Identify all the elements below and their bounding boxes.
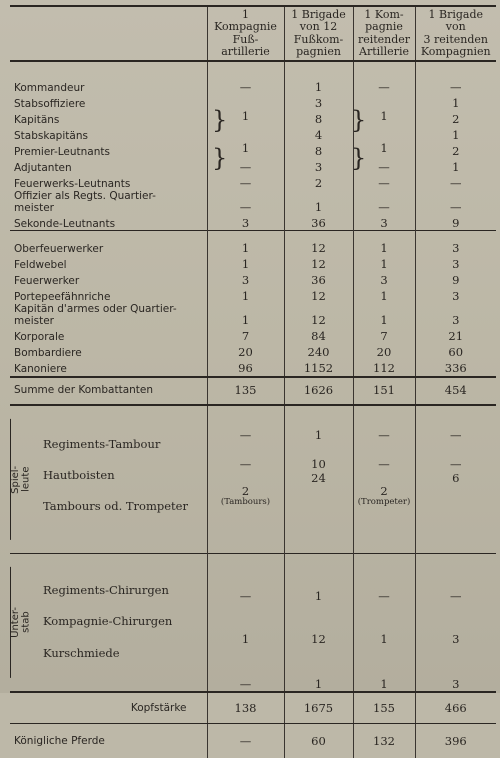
table-row (10, 126, 496, 142)
cell: — (207, 442, 284, 471)
table-row (10, 255, 496, 271)
row-label: Premier-Leutnants (14, 146, 110, 159)
unterstab-title: Unter- stab (10, 567, 39, 678)
cell: 21 (415, 328, 496, 344)
cell: 8 (284, 142, 353, 158)
row-label: Feuerwerker (14, 275, 80, 288)
table-row (10, 214, 496, 231)
cell: 36 (284, 214, 353, 231)
cell: 240 (284, 344, 353, 360)
sum-row (10, 377, 496, 405)
cell: — (207, 158, 284, 174)
table-row (10, 328, 496, 344)
cell: 9 (415, 214, 496, 231)
header-label (10, 6, 207, 61)
cell: — (353, 442, 415, 471)
cell: 3 (284, 158, 353, 174)
cell: 466 (415, 692, 496, 724)
cell: 7 (353, 328, 415, 344)
cell: 1 (284, 405, 353, 443)
cell: — (415, 190, 496, 214)
cell: — (207, 405, 284, 443)
cell: 20 (353, 344, 415, 360)
row-label: Regiments-Tambour (43, 436, 161, 451)
cell: 3 (415, 231, 496, 256)
cell: 336 (415, 360, 496, 377)
cell: 7 (207, 328, 284, 344)
row-label: Korporale (14, 331, 65, 344)
cell: 3 (207, 271, 284, 287)
header-col-2: 1 Brigade von 12 Fußkom- pagnien (284, 6, 353, 61)
row-label: Kurschmiede (43, 645, 120, 660)
cell: — (207, 724, 284, 758)
table-row (10, 287, 496, 303)
cell: 12 (284, 303, 353, 327)
cell: 1675 (284, 692, 353, 724)
cell: 396 (415, 724, 496, 758)
cell: 1626 (284, 377, 353, 405)
header-col-3: 1 Kom- pagnie reitender Artillerie (353, 6, 415, 61)
cell: 138 (207, 692, 284, 724)
total-label: Kopfstärke (10, 692, 207, 724)
strength-table (10, 5, 496, 758)
cell: — (353, 553, 415, 602)
cell: — (415, 174, 496, 190)
row-label: Offizier als Regts. Quartier- meister (14, 190, 156, 215)
cell: 1 (207, 231, 284, 256)
cell: 3 (415, 646, 496, 692)
row-label: Stabskapitäns (14, 130, 88, 143)
table-row (10, 405, 496, 443)
cell: 12 (284, 287, 353, 303)
cell: — (207, 553, 284, 602)
cell: 1 (353, 287, 415, 303)
row-label: Kapitän d'armes oder Quartier- meister (14, 303, 177, 328)
cell: 3 (353, 271, 415, 287)
table-row (10, 94, 496, 110)
cell: 2 (284, 174, 353, 190)
unterstab-group (10, 553, 207, 692)
cell: 1 (207, 287, 284, 303)
brace-mark: } (351, 144, 367, 172)
row-label: Portepeefähnriche (14, 291, 111, 304)
cell: 96 (207, 360, 284, 377)
row-label: Adjutanten (14, 162, 72, 175)
cell-note: (Trompeter) (357, 497, 411, 508)
table-row (10, 174, 496, 190)
cell: 1 (415, 158, 496, 174)
cell: 132 (353, 724, 415, 758)
table-row (10, 344, 496, 360)
cell-value: 2 (380, 483, 388, 498)
row-label: Feuerwerks-Leutnants (14, 178, 131, 191)
cell: 1 (353, 303, 415, 327)
cell: 36 (284, 271, 353, 287)
cell: 2 (415, 110, 496, 126)
cell: 12 (284, 255, 353, 271)
cell: 3 (353, 214, 415, 231)
cell: 6 (415, 472, 496, 554)
cell: 1 (284, 553, 353, 602)
brace-value: 1 (380, 109, 388, 124)
cell: 2 (415, 142, 496, 158)
cell: 1 (353, 255, 415, 271)
cell: 1 (353, 603, 415, 646)
sum-label: Summe der Kombattanten (10, 377, 207, 405)
cell: 1 (353, 646, 415, 692)
cell-value: 2 (241, 483, 250, 498)
cell: — (415, 442, 496, 471)
table-row (10, 271, 496, 287)
row-label: Feldwebel (14, 259, 67, 272)
spielleute-title: Spiel- leute (10, 419, 39, 540)
cell: — (353, 61, 415, 94)
header-col-4: 1 Brigade von 3 reitenden Kompagnien (415, 6, 496, 61)
row-label: Kompagnie-Chirurgen (43, 614, 173, 629)
cell: 151 (353, 377, 415, 405)
cell: — (207, 174, 284, 190)
cell: — (415, 61, 496, 94)
row-label: Sekonde-Leutnants (14, 218, 116, 231)
header-col-1: 1 Kompagnie Fuß- artillerie (207, 6, 284, 61)
cell: 3 (415, 603, 496, 646)
spielleute-group (10, 405, 207, 554)
cell: 1 (415, 94, 496, 110)
horses-row (10, 724, 496, 758)
cell: — (207, 646, 284, 692)
table-row (10, 190, 496, 214)
cell: 24 (284, 472, 353, 554)
brace-value: 1 (241, 141, 250, 156)
cell-note: (Tambours) (220, 497, 271, 508)
row-label: Stabsoffiziere (14, 98, 86, 111)
cell: — (415, 405, 496, 443)
row-label: Hautboisten (43, 468, 115, 483)
cell: 3 (415, 303, 496, 327)
cell: 4 (284, 126, 353, 142)
cell: — (207, 190, 284, 214)
brace-mark: } (212, 144, 228, 172)
cell: 12 (284, 603, 353, 646)
cell: 1 (284, 646, 353, 692)
cell: 1 (415, 126, 496, 142)
cell: — (353, 190, 415, 214)
row-label: Kommandeur (14, 82, 85, 95)
cell: 3 (415, 287, 496, 303)
cell: 3 (207, 214, 284, 231)
table-row (10, 61, 496, 94)
cell: 1 (207, 603, 284, 646)
cell: 1 (353, 231, 415, 256)
brace-mark: } (212, 106, 228, 134)
cell: — (353, 174, 415, 190)
row-label: Oberfeuerwerker (10, 231, 207, 256)
cell: — (415, 553, 496, 602)
table-row (10, 231, 496, 256)
brace-value: 1 (241, 109, 250, 124)
cell: 1 (207, 255, 284, 271)
row-label: Kapitäns (14, 114, 60, 127)
cell: 3 (284, 94, 353, 110)
cell: 60 (284, 724, 353, 758)
total-row (10, 692, 496, 724)
table-row (10, 553, 496, 602)
cell (353, 472, 415, 554)
table-row (10, 360, 496, 377)
cell: 1 (284, 61, 353, 94)
cell: 454 (415, 377, 496, 405)
cell: 3 (415, 255, 496, 271)
cell: 112 (353, 360, 415, 377)
cell (207, 472, 284, 554)
row-label: Kanoniere (14, 363, 67, 376)
cell: 155 (353, 692, 415, 724)
cell: — (207, 61, 284, 94)
cell: 9 (415, 271, 496, 287)
cell: 1 (284, 190, 353, 214)
cell: 10 (284, 442, 353, 471)
horses-label: Königliche Pferde (14, 735, 105, 748)
row-label: Regiments-Chirurgen (43, 583, 169, 598)
row-label: Bombardiere (14, 347, 82, 360)
cell: 8 (284, 110, 353, 126)
cell: — (353, 158, 415, 174)
cell: — (353, 405, 415, 443)
cell: 1152 (284, 360, 353, 377)
cell: 20 (207, 344, 284, 360)
cell: 12 (284, 231, 353, 256)
cell: 84 (284, 328, 353, 344)
header-row (10, 6, 496, 61)
brace-value: 1 (380, 141, 388, 156)
brace-mark: } (351, 106, 367, 134)
cell: 135 (207, 377, 284, 405)
table-row (10, 158, 496, 174)
table-row (10, 303, 496, 327)
cell: 1 (207, 303, 284, 327)
row-label: Tambours od. Trompeter (43, 499, 188, 514)
cell: 60 (415, 344, 496, 360)
